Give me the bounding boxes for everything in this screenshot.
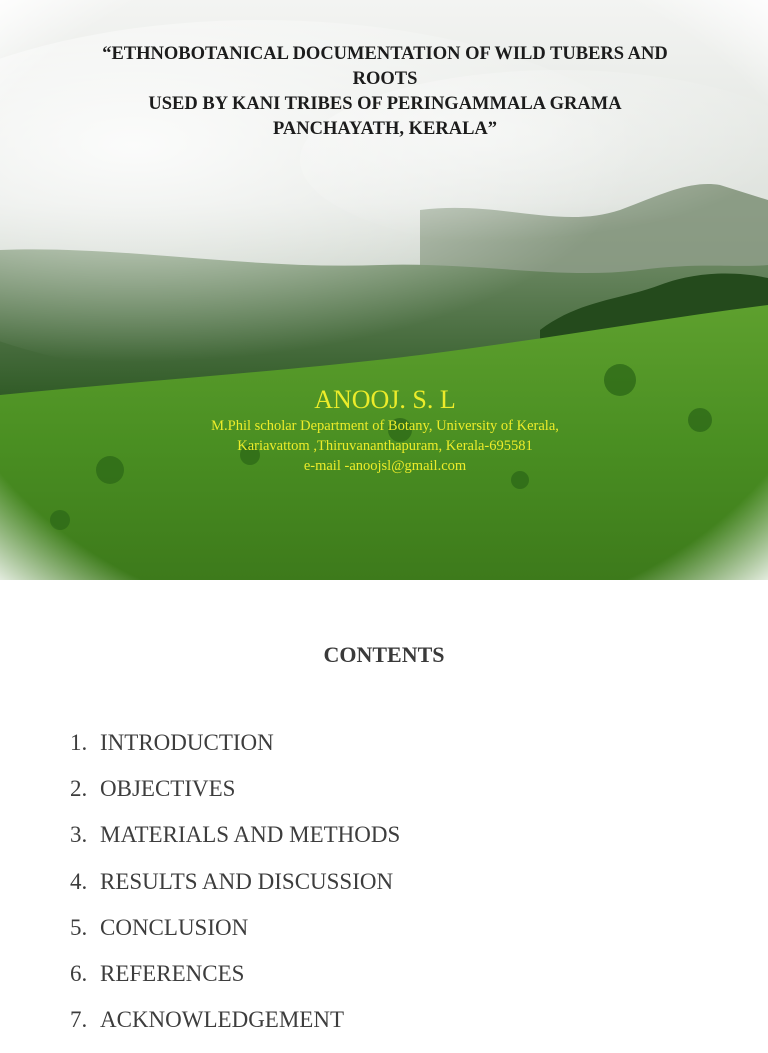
item-number: 1. (70, 730, 88, 755)
title-line: ROOTS (352, 69, 418, 89)
item-number: 3. (70, 822, 88, 848)
title-line: “ETHNOBOTANICAL DOCUMENTATION OF WILD TUBERS AND (102, 44, 668, 64)
item-number: 7. (70, 1007, 88, 1033)
list-item (70, 869, 400, 915)
item-label: ACKNOWLEDGEMENT (100, 1007, 345, 1033)
list-item (70, 915, 400, 961)
contents-heading: CONTENTS (323, 642, 445, 667)
author-address: Kariavattom ,Thiruvananthapuram, Kerala-695581 (237, 438, 533, 454)
item-label: RESULTS AND DISCUSSION (100, 868, 394, 894)
item-label: MATERIALS AND METHODS (100, 822, 401, 848)
item-label: INTRODUCTION (100, 730, 274, 755)
list-item (70, 961, 400, 1007)
item-number: 2. (70, 776, 88, 802)
item-number: 4. (70, 868, 88, 894)
item-label: OBJECTIVES (100, 776, 236, 802)
author-email: e-mail -anoojsl@gmail.com (303, 458, 467, 474)
contents-list (70, 730, 400, 1053)
item-number: 6. (70, 960, 88, 986)
author-info (100, 384, 670, 476)
item-number: 5. (70, 914, 88, 940)
list-item (70, 776, 400, 822)
presentation-title (40, 42, 730, 142)
list-item (70, 1007, 400, 1053)
list-item (70, 822, 400, 868)
title-line: PANCHAYATH, KERALA” (272, 119, 498, 139)
title-line: USED BY KANI TRIBES OF PERINGAMMALA GRAMA (148, 94, 622, 114)
author-affiliation: M.Phil scholar Department of Botany, University of Kerala, (211, 418, 559, 434)
author-name: ANOOJ. S. L (314, 385, 456, 414)
item-label: REFERENCES (100, 960, 245, 986)
item-label: CONCLUSION (100, 914, 249, 940)
list-item (70, 730, 400, 776)
